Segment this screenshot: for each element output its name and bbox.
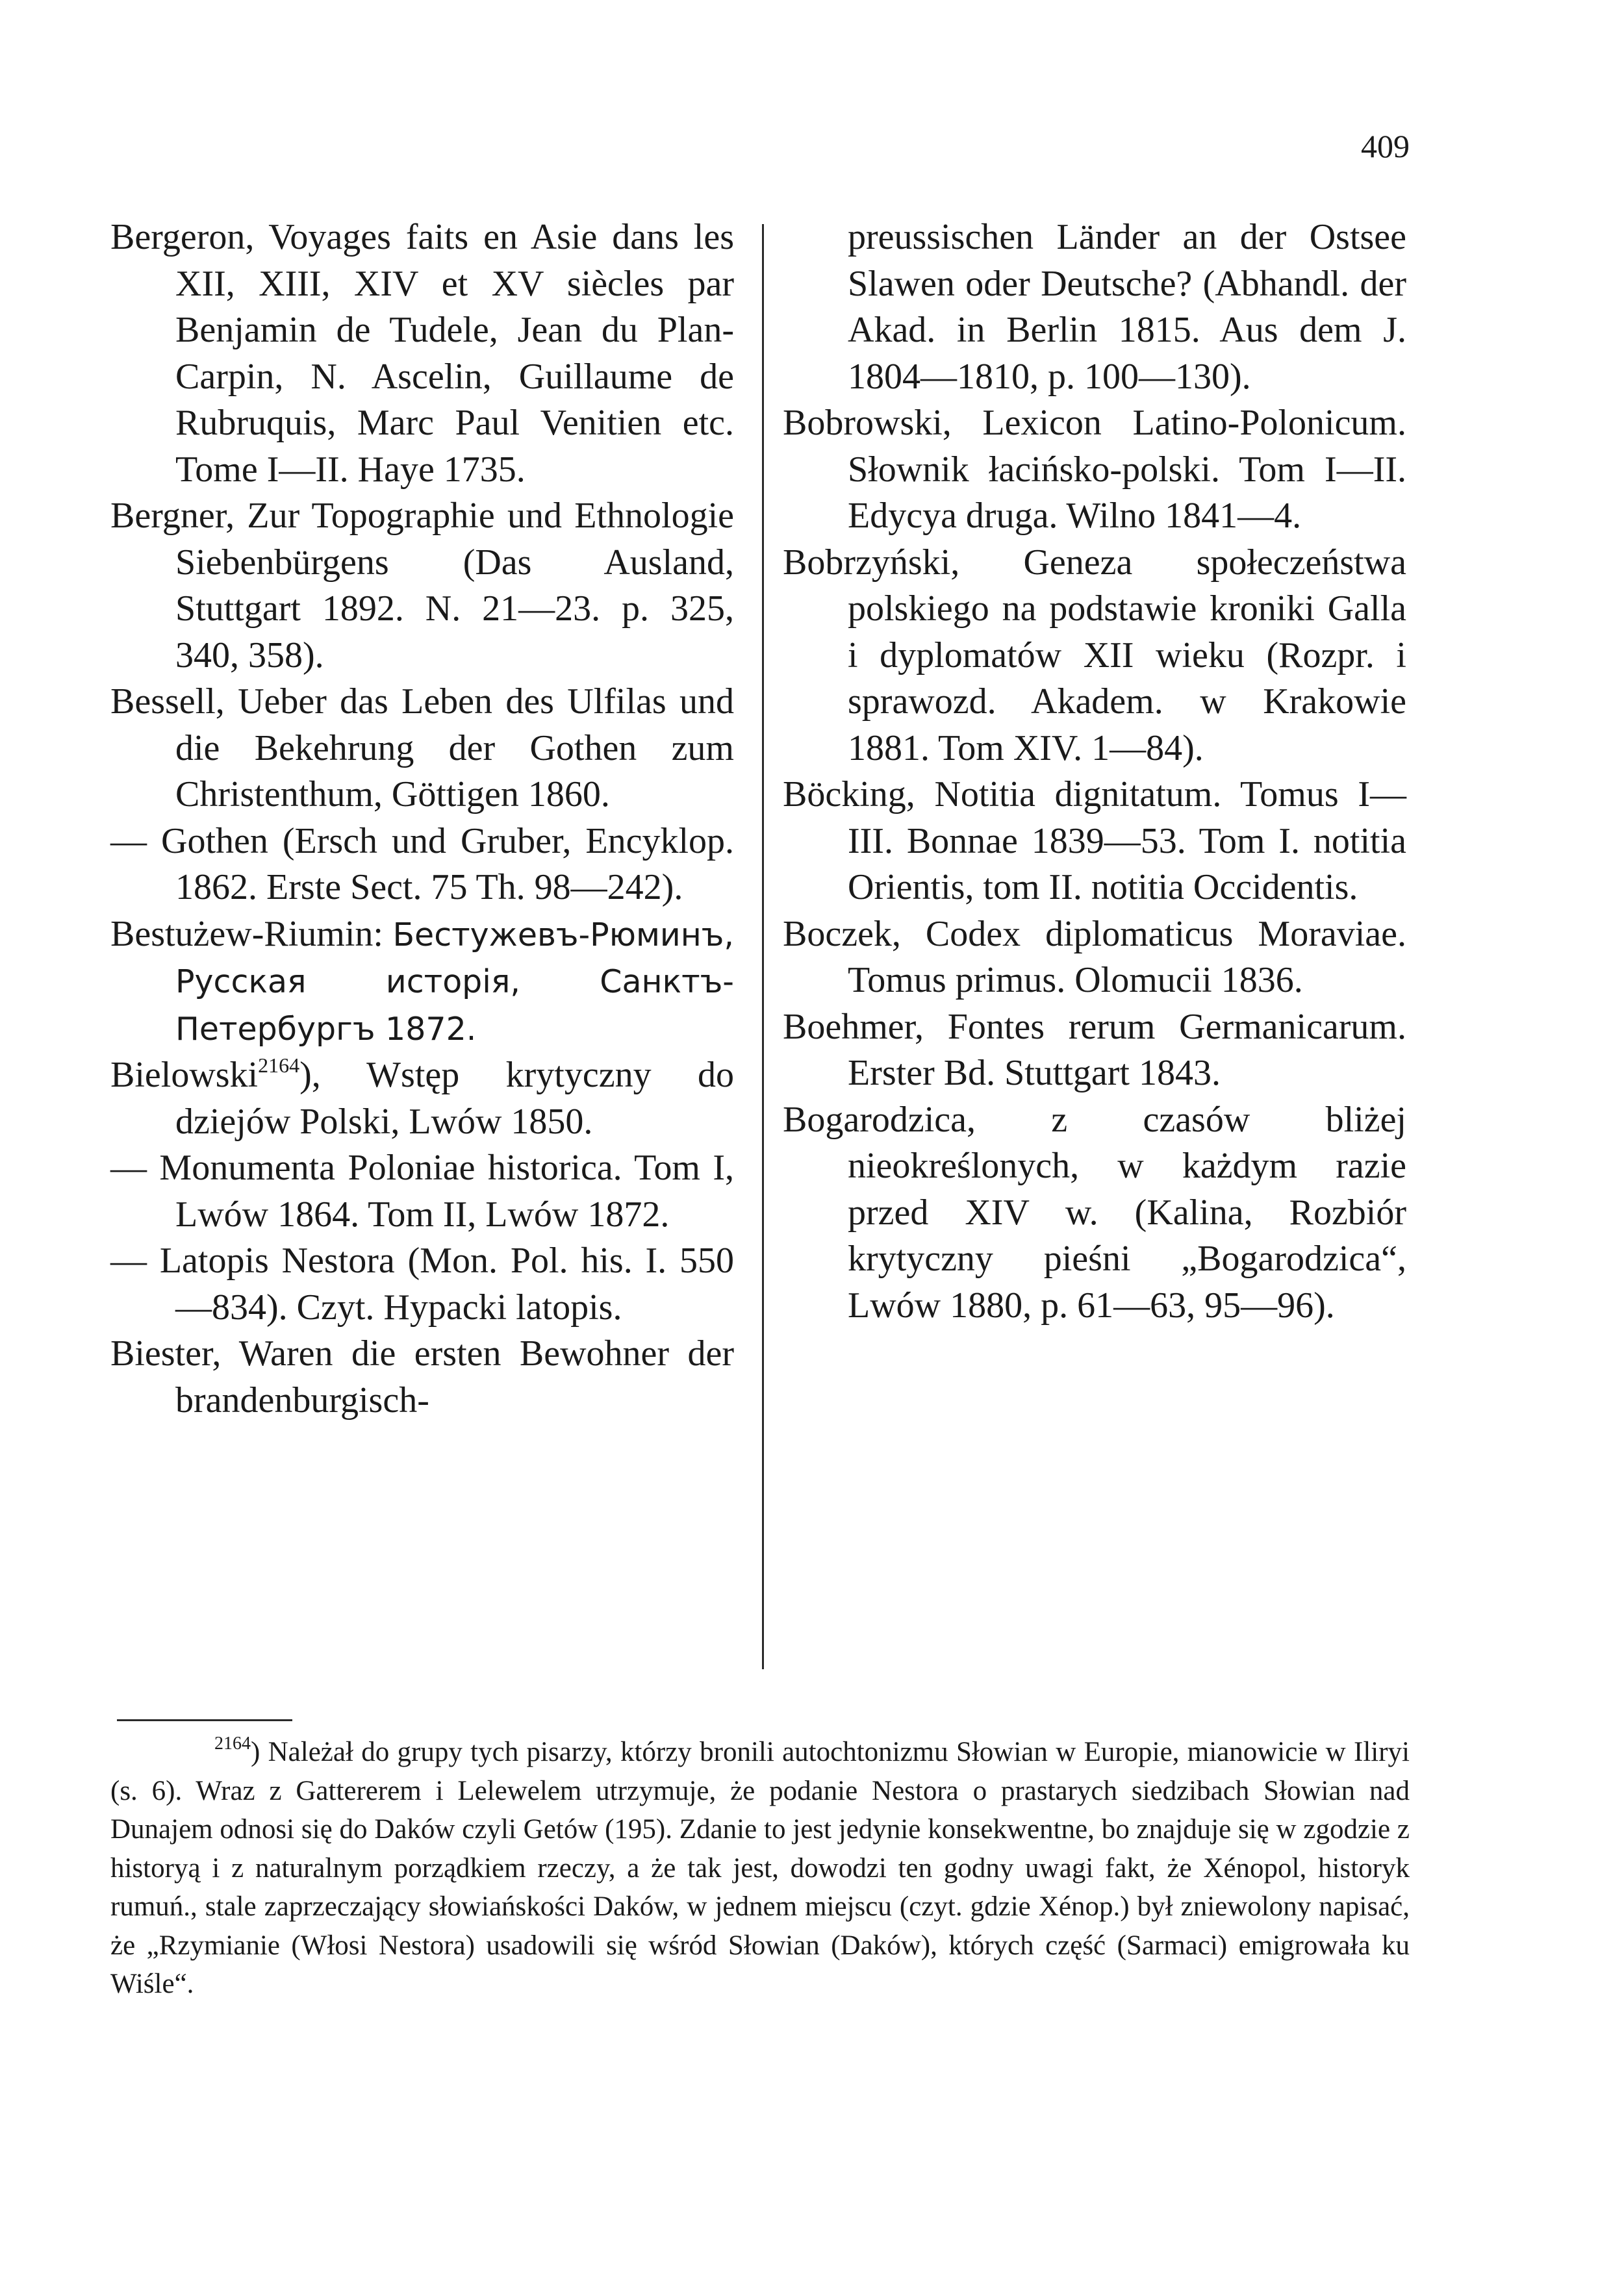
bibliography-entry: — Gothen (Ersch und Gruber, Encyklop. 1862. Erste Sect. 75 Th. 98—242). <box>110 820 734 907</box>
bibliography-entry <box>110 1052 734 1145</box>
footnote-text: ) Należał do grupy tych pisarzy, którzy bronili autochtonizmu Słowian w Europie, mianowicie w Iliryi (s. 6). Wraz z Gattererem i Lelewelem utrzymuje, że podanie Nestora o prastarych siedzibach Słowian nad Dunajem odnosi się do Daków czyli Getów (195). Zdanie to jest jedynie konsekwentne, bo znajduje się w zgodzie z historyą i z naturalnym porządkiem rzeczy, a że tak jest, dowodzi ten godny uwagi fakt, że Xénopol, historyk rumuń., stale zaprzeczający słowiańskości Daków, w jednem miejscu (czyt. gdzie Xénop.) był zniewolony napisać, że „Rzymianie (Włosi Nestora) usadowili się wśród Słowian (Daków), których część (Sarmaci) emigrowała ku Wiśle“. <box>110 1737 1410 1999</box>
footnote-reference: 2164 <box>258 1053 300 1077</box>
bibliography-entry: Bergner, Zur Topographie und Ethnologie Siebenbürgens (Das Ausland, Stuttgart 1892. N. 21—23. p. 325, 340, 358). <box>110 496 734 675</box>
column-divider <box>762 224 764 1669</box>
footnote-marker: 2164 <box>214 1734 251 1754</box>
cyrillic-title: Бестужевъ-Рюминъ, Русская исторія, Санктъ-Петербургъ 1872. <box>175 916 734 1048</box>
bibliography-entry: Bobrowski, Lexicon Latino-Polonicum. Słownik łacińsko-polski. Tom I—II. Edycya druga. Wilno 1841—4. <box>783 403 1406 536</box>
page-number: 409 <box>1361 128 1410 164</box>
bibliography-entry: Bogarodzica, z czasów bliżej nieokreślonych, w każdym razie przed XIV w. (Kalina, Rozbiór krytyczny pieśni „Bogarodzica“, Lwów 1880, p. 61—63, 95—96). <box>783 1099 1406 1326</box>
bibliography-entry: — Monumenta Poloniae historica. Tom I, Lwów 1864. Tom II, Lwów 1872. <box>110 1148 734 1235</box>
footnote-divider <box>117 1719 292 1721</box>
bibliography-entry: Bergeron, Voyages faits en Asie dans les XII, XIII, XIV et XV siècles par Benjamin de Tudele, Jean du Plan-Carpin, N. Ascelin, Guillaume de Rubruquis, Marc Paul Venitien etc. Tome I—II. Haye 1735. <box>110 217 734 490</box>
right-column <box>783 214 1406 1329</box>
bibliography-entry: — Latopis Nestora (Mon. Pol. his. I. 550—834). Czyt. Hypacki latopis. <box>110 1241 734 1328</box>
bibliography-entry <box>110 911 734 1053</box>
entry-author: Bielowski <box>110 1055 259 1095</box>
bibliography-entry: Biester, Waren die ersten Bewohner der brandenburgisch- <box>110 1333 734 1420</box>
bibliography-entry: Bessell, Ueber das Leben des Ulfilas und die Bekehrung der Gothen zum Christenthum, Göttigen 1860. <box>110 681 734 814</box>
bibliography-entry: Boehmer, Fontes rerum Germanicarum. Erster Bd. Stuttgart 1843. <box>783 1006 1406 1093</box>
bibliography-entry: Boczek, Codex diplomaticus Moraviae. Tomus primus. Olomucii 1836. <box>783 913 1406 1000</box>
left-column <box>110 214 734 1424</box>
bibliography-entry-continuation: preussischen Länder an der Ostsee Slawen oder Deutsche? (Abhandl. der Akad. in Berlin 1815. Aus dem J. 1804—1810, p. 100—130). <box>848 217 1406 397</box>
entry-author: Bestużew-Riumin: <box>110 913 393 954</box>
entry-title: ), Wstęp krytyczny do dziejów Polski, Lwów 1850. <box>175 1055 734 1142</box>
bibliography-entry: Bobrzyński, Geneza społeczeństwa polskiego na podstawie kroniki Galla i dyplomatów XII wieku (Rozpr. i sprawozd. Akadem. w Krakowie 1881. Tom XIV. 1—84). <box>783 542 1406 768</box>
footnote <box>110 1733 1410 2004</box>
bibliography-entry: Böcking, Notitia dignitatum. Tomus I—III. Bonnae 1839—53. Tom I. notitia Orientis, tom II. notitia Occidentis. <box>783 774 1406 907</box>
